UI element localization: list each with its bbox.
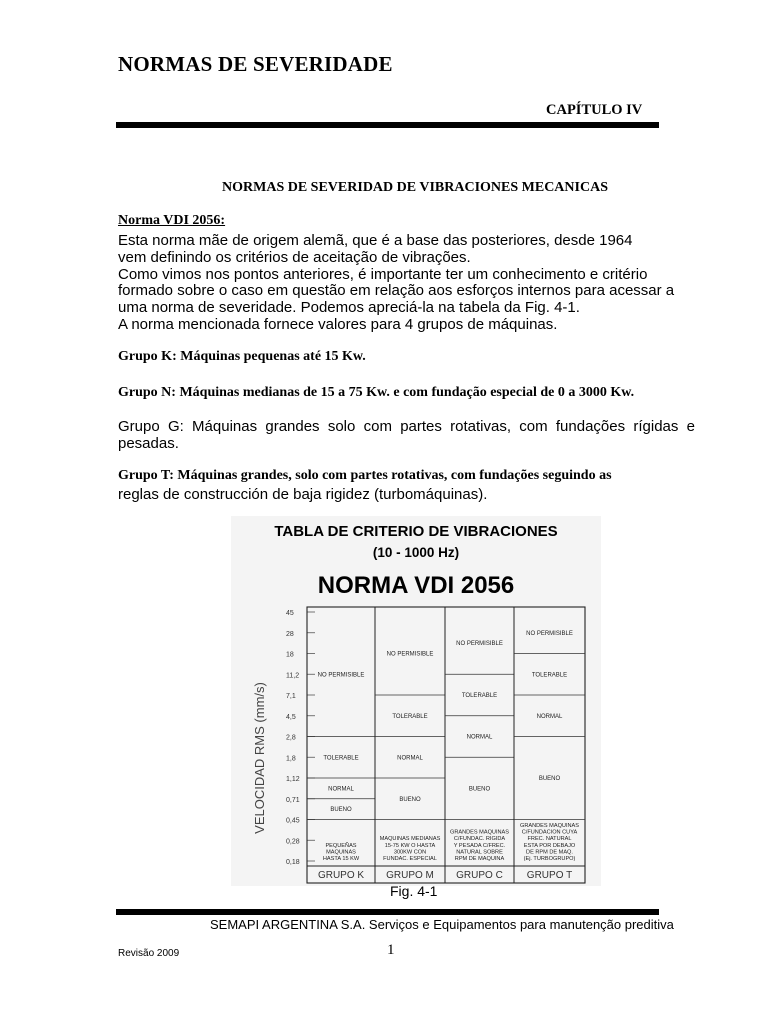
group-description-line: Y PESADA C/FREC. xyxy=(453,842,506,849)
group-n-text: Grupo N: Máquinas medianas de 15 a 75 Kw. e com fundação especial de 0 a 3000 Kw. xyxy=(118,385,635,400)
group-description-line: PEQUEÑAS xyxy=(325,842,357,849)
intro-line: Como vimos nos pontos anteriores, é importante ter um conhecimento e critério xyxy=(118,266,648,283)
y-tick-label: 4,5 xyxy=(286,713,296,721)
group-description-line: (Ej. TURBOGRUPO) xyxy=(523,856,576,862)
header-rule xyxy=(116,122,659,128)
y-tick-label: 0,71 xyxy=(286,796,300,804)
y-tick-label: 2,8 xyxy=(286,734,296,742)
group-footer-label: GRUPO C xyxy=(456,870,503,881)
group-footer-label: GRUPO T xyxy=(526,870,573,881)
group-description-line: NATURAL SOBRE xyxy=(456,849,503,856)
y-tick-label: 1,8 xyxy=(286,755,296,763)
intro-line: Esta norma mãe de origem alemã, que é a base das posteriores, desde 1964 xyxy=(118,232,633,249)
group-g-text-cont: pesadas. xyxy=(118,435,179,452)
zone-label: TOLERABLE xyxy=(531,672,568,679)
group-description-line: ESTA POR DEBAJO xyxy=(523,842,576,849)
figure-subtitle: (10 - 1000 Hz) xyxy=(372,545,460,560)
figure-caption: Fig. 4-1 xyxy=(390,883,438,899)
zone-label: BUENO xyxy=(330,807,352,814)
zone-label: NO PERMISIBLE xyxy=(526,630,573,637)
zone-label: TOLERABLE xyxy=(461,693,498,699)
y-tick-label: 18 xyxy=(286,651,294,659)
group-description-line: FUNDAC. ESPECIAL xyxy=(383,856,437,862)
y-tick-label: 45 xyxy=(286,610,294,617)
group-g-text: Grupo G: Máquinas grandes solo com partes rotativas, com fundações rígidas e xyxy=(118,418,695,435)
zone-label: BUENO xyxy=(538,776,561,782)
group-t-text-cont: reglas de construcción de baja rigidez (turbomáquinas). xyxy=(118,486,488,503)
y-axis-label: VELOCIDAD RMS (mm/s) xyxy=(252,682,267,834)
intro-line: A norma mencionada fornece valores para 4 grupos de máquinas. xyxy=(118,316,558,333)
y-tick-label: 7,1 xyxy=(286,693,296,700)
zone-label: NORMAL xyxy=(536,713,563,720)
group-description-line: C/FUNDACION CUYA xyxy=(521,829,578,836)
group-description-line: GRANDES MAQUINAS xyxy=(449,829,510,836)
group-description-line: RPM DE MAQUINA xyxy=(454,856,505,862)
vibration-criteria-figure xyxy=(231,516,601,886)
chapter-label: CAPÍTULO IV xyxy=(546,102,643,118)
revision-label: Revisão 2009 xyxy=(118,948,180,959)
y-tick-label: 11,2 xyxy=(286,672,300,680)
y-tick-label: 0,18 xyxy=(286,859,300,866)
section-title: NORMAS DE SEVERIDAD DE VIBRACIONES MECANICAS xyxy=(222,180,608,195)
group-description-line: HASTA 15 KW xyxy=(322,856,360,862)
zone-label: BUENO xyxy=(399,796,421,803)
zone-label: TOLERABLE xyxy=(392,713,428,720)
group-footer-label: GRUPO K xyxy=(317,870,365,881)
group-description-line: 300KW CON xyxy=(393,849,427,856)
group-description-line: DE RPM DE MAQ. xyxy=(526,849,573,856)
group-description-line: MAQUINAS xyxy=(326,849,356,856)
figure-title: TABLA DE CRITERIO DE VIBRACIONES xyxy=(274,523,558,540)
y-tick-label: 0,45 xyxy=(286,817,300,825)
zone-label: NO PERMISIBLE xyxy=(456,641,503,648)
intro-line: uma norma de severidade. Podemos apreciá-la na tabela da Fig. 4-1. xyxy=(118,299,580,316)
zone-label: NORMAL xyxy=(397,755,423,762)
group-description-line: C/FUNDAC. RIGIDA xyxy=(453,836,506,843)
group-k-text: Grupo K: Máquinas pequenas até 15 Kw. xyxy=(118,349,366,364)
intro-line: formado sobre o caso em questão em relação aos esforços internos para acessar a xyxy=(118,282,675,299)
y-tick-label: 28 xyxy=(286,630,294,638)
zone-label: NORMAL xyxy=(466,734,493,741)
y-tick-label: 0,28 xyxy=(286,838,300,846)
zone-label: TOLERABLE xyxy=(323,755,359,762)
group-description-line: 15-75 KW O HASTA xyxy=(384,842,436,849)
zone-label: BUENO xyxy=(468,786,491,793)
group-description-line: GRANDES MAQUINAS xyxy=(519,823,580,829)
zone-label: NO PERMISIBLE xyxy=(386,651,434,658)
footer-text: SEMAPI ARGENTINA S.A. Serviços e Equipamentos para manutenção preditiva xyxy=(210,917,674,932)
group-t-text: Grupo T: Máquinas grandes, solo com partes rotativas, com fundações seguindo as xyxy=(118,468,612,483)
zone-label: NORMAL xyxy=(328,786,354,793)
figure-norm-title: NORMA VDI 2056 xyxy=(317,572,515,599)
zone-label: NO PERMISIBLE xyxy=(317,672,365,679)
footer-rule xyxy=(116,909,659,915)
y-tick-label: 1,12 xyxy=(286,776,300,783)
group-description-line: FREC. NATURAL xyxy=(527,836,572,843)
norma-heading: Norma VDI 2056: xyxy=(118,213,226,228)
intro-line: vem definindo os critérios de aceitação de vibrações. xyxy=(118,249,471,266)
group-description-line: MAQUINAS MEDIANAS xyxy=(379,836,441,843)
page-number: 1 xyxy=(387,942,395,958)
group-footer-label: GRUPO M xyxy=(386,870,434,881)
vibration-criteria-table xyxy=(231,516,601,886)
document-title: NORMAS DE SEVERIDADE xyxy=(118,52,393,76)
